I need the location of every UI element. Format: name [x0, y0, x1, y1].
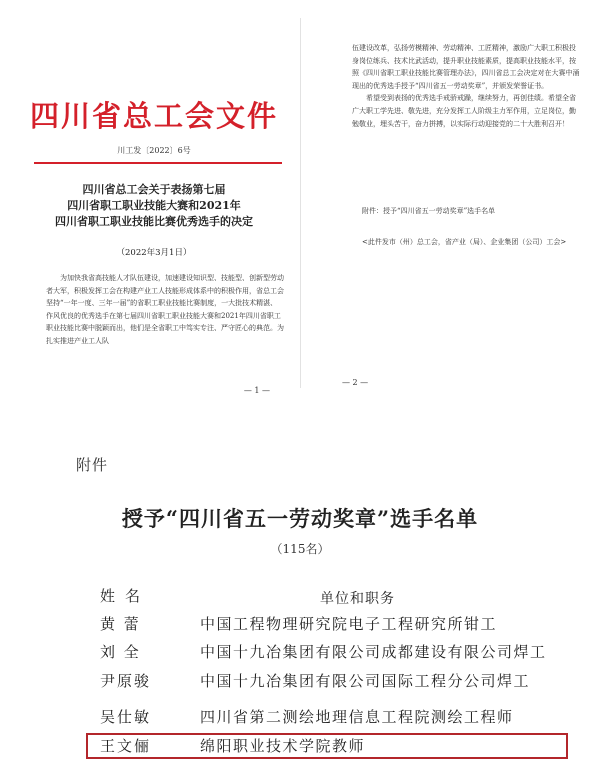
list-title: 授予“四川省五一劳动奖章”选手名单 — [121, 506, 479, 531]
title-line: 四川省总工会关于表扬第七届 — [82, 183, 226, 196]
title-line: 四川省职工职业技能比赛优秀选手的决定 — [55, 215, 253, 228]
title-line: 四川省职工职业技能大赛和2021年 — [67, 199, 241, 212]
document-header: 四川省总工会文件 — [29, 99, 278, 133]
body-text — [352, 42, 580, 130]
annex-reference: 附件：授予“四川省五一劳动奖章”选手名单 — [362, 207, 496, 215]
page-divider — [300, 18, 301, 388]
page-number: — 1 — — [243, 386, 270, 395]
winner-unit: 中国十九冶集团有限公司成都建设有限公司焊工 — [200, 643, 547, 661]
winner-name: 尹原骏 — [100, 672, 152, 690]
winner-unit: 中国工程物理研究院电子工程研究所钳工 — [200, 615, 498, 633]
list-row — [0, 641, 600, 669]
list-count: （115名） — [270, 542, 330, 556]
document-number: 川工发〔2022〕6号 — [117, 146, 191, 155]
winner-name: 吴仕敏 — [100, 708, 152, 726]
column-header-name: 姓名 — [100, 587, 151, 605]
winner-name: 黄 蕾 — [100, 615, 141, 633]
winner-name: 刘 全 — [100, 643, 141, 661]
body-paragraph: 为加快我省高技能人才队伍建设，加速建设知识型、技能型、创新型劳动者大军，积极发挥工会在构建产业工人技能形成体系中的积极作用，省总工会坚持“一年一度、三年一届”的省职工职业技能比赛制度，一大批技术精湛、作风优良的优秀选手在第七届四川省职工职业技能大赛和2021年四川省职工职业技能比赛中脱颖而出，他们是全省职工中笃实专注、严守匠心的典范。为扎实推进产业工人队 — [46, 274, 284, 345]
body-paragraph: 希望受到表扬的优秀选手戒骄戒躁，继续努力，再创佳绩。希望全省广大职工学先进、敬先进，充分发挥工人阶级主力军作用，立足岗位，勤勉敬业，埋头苦干，奋力拼搏，以实际行动迎接党的二十大胜利召开！ — [352, 94, 576, 128]
document-page-2 — [302, 8, 592, 396]
document-page-1 — [8, 8, 300, 396]
annex-label: 附件 — [76, 456, 109, 474]
column-header-unit: 单位和职务 — [320, 591, 395, 607]
winner-name: 王文俪 — [100, 737, 152, 755]
list-row — [0, 613, 600, 641]
list-row — [0, 670, 600, 698]
list-row — [0, 706, 600, 734]
page-number: — 2 — — [342, 378, 369, 387]
decision-title — [8, 182, 300, 230]
decision-date: （2022年3月1日） — [116, 248, 192, 258]
highlight-box — [86, 733, 568, 759]
winner-unit: 中国十九冶集团有限公司国际工程分公司焊工 — [200, 672, 531, 690]
winner-unit: 四川省第二测绘地理信息工程院测绘工程师 — [200, 708, 514, 726]
winner-unit: 绵阳职业技术学院教师 — [200, 737, 366, 755]
body-paragraph: 伍建设改革，弘扬劳模精神、劳动精神、工匠精神，激励广大职工积极投身岗位练兵、技术比武活动，提升职业技能素质，提高职业技能水平，按照《四川省职工职业技能比赛管理办法》，四川省总工会决定对在大赛中涌现出的优秀选手授予“四川省五一劳动奖章”，并颁发荣誉证书。 — [352, 44, 580, 90]
distribution-line: <此件发市（州）总工会，省产业（局）、企业集团（公司）工会> — [362, 238, 567, 246]
red-divider-line — [34, 162, 282, 164]
